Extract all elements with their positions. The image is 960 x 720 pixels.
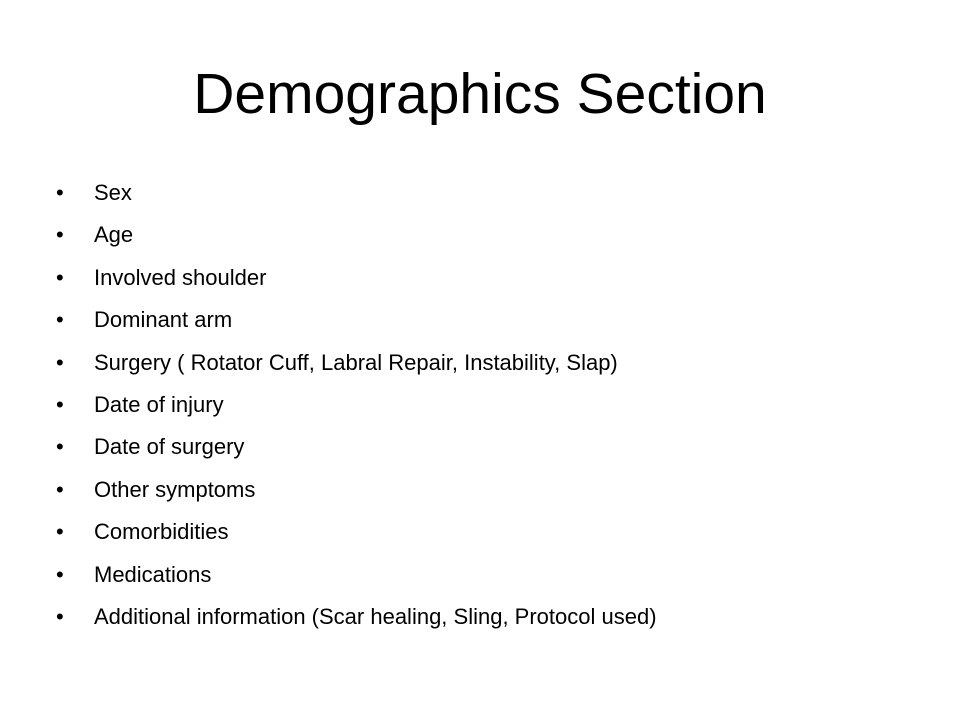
bullet-icon: •: [56, 180, 64, 205]
bullet-text: Comorbidities: [94, 519, 229, 545]
bullet-text: Involved shoulder: [94, 264, 267, 290]
bullet-icon: •: [56, 264, 64, 290]
bullet-item: [56, 469, 936, 511]
bullet-text: Other symptoms: [94, 476, 256, 502]
bullet-icon: •: [56, 561, 64, 587]
bullet-item: [56, 299, 936, 341]
bullet-item: [56, 214, 936, 256]
bullet-list: [56, 172, 936, 638]
bullet-item: [56, 257, 936, 299]
bullet-item: [56, 554, 936, 596]
bullet-icon: •: [56, 222, 64, 248]
bullet-text: Surgery ( Rotator Cuff, Labral Repair, Instability, Slap): [94, 349, 618, 375]
slide-title: Demographics Section: [193, 62, 767, 126]
bullet-text: Additional information (Scar healing, Sling, Protocol used): [94, 603, 657, 629]
bullet-icon: •: [56, 391, 64, 417]
bullet-item: [56, 596, 936, 638]
bullet-icon: •: [56, 476, 64, 502]
bullet-icon: •: [56, 307, 64, 333]
bullet-icon: •: [56, 434, 64, 460]
bullet-text: Sex: [94, 180, 132, 205]
bullet-text: Date of injury: [94, 391, 224, 417]
bullet-text: Age: [94, 222, 134, 248]
bullet-item: [56, 426, 936, 468]
bullet-item: [56, 342, 936, 384]
bullet-icon: •: [56, 519, 64, 545]
bullet-text: Medications: [94, 561, 212, 587]
bullet-icon: •: [56, 603, 64, 629]
bullet-text: Date of surgery: [94, 434, 245, 460]
bullet-item: [56, 172, 936, 214]
bullet-item: [56, 511, 936, 553]
bullet-icon: •: [56, 349, 64, 375]
bullet-item: [56, 384, 936, 426]
bullet-text: Dominant arm: [94, 307, 233, 333]
